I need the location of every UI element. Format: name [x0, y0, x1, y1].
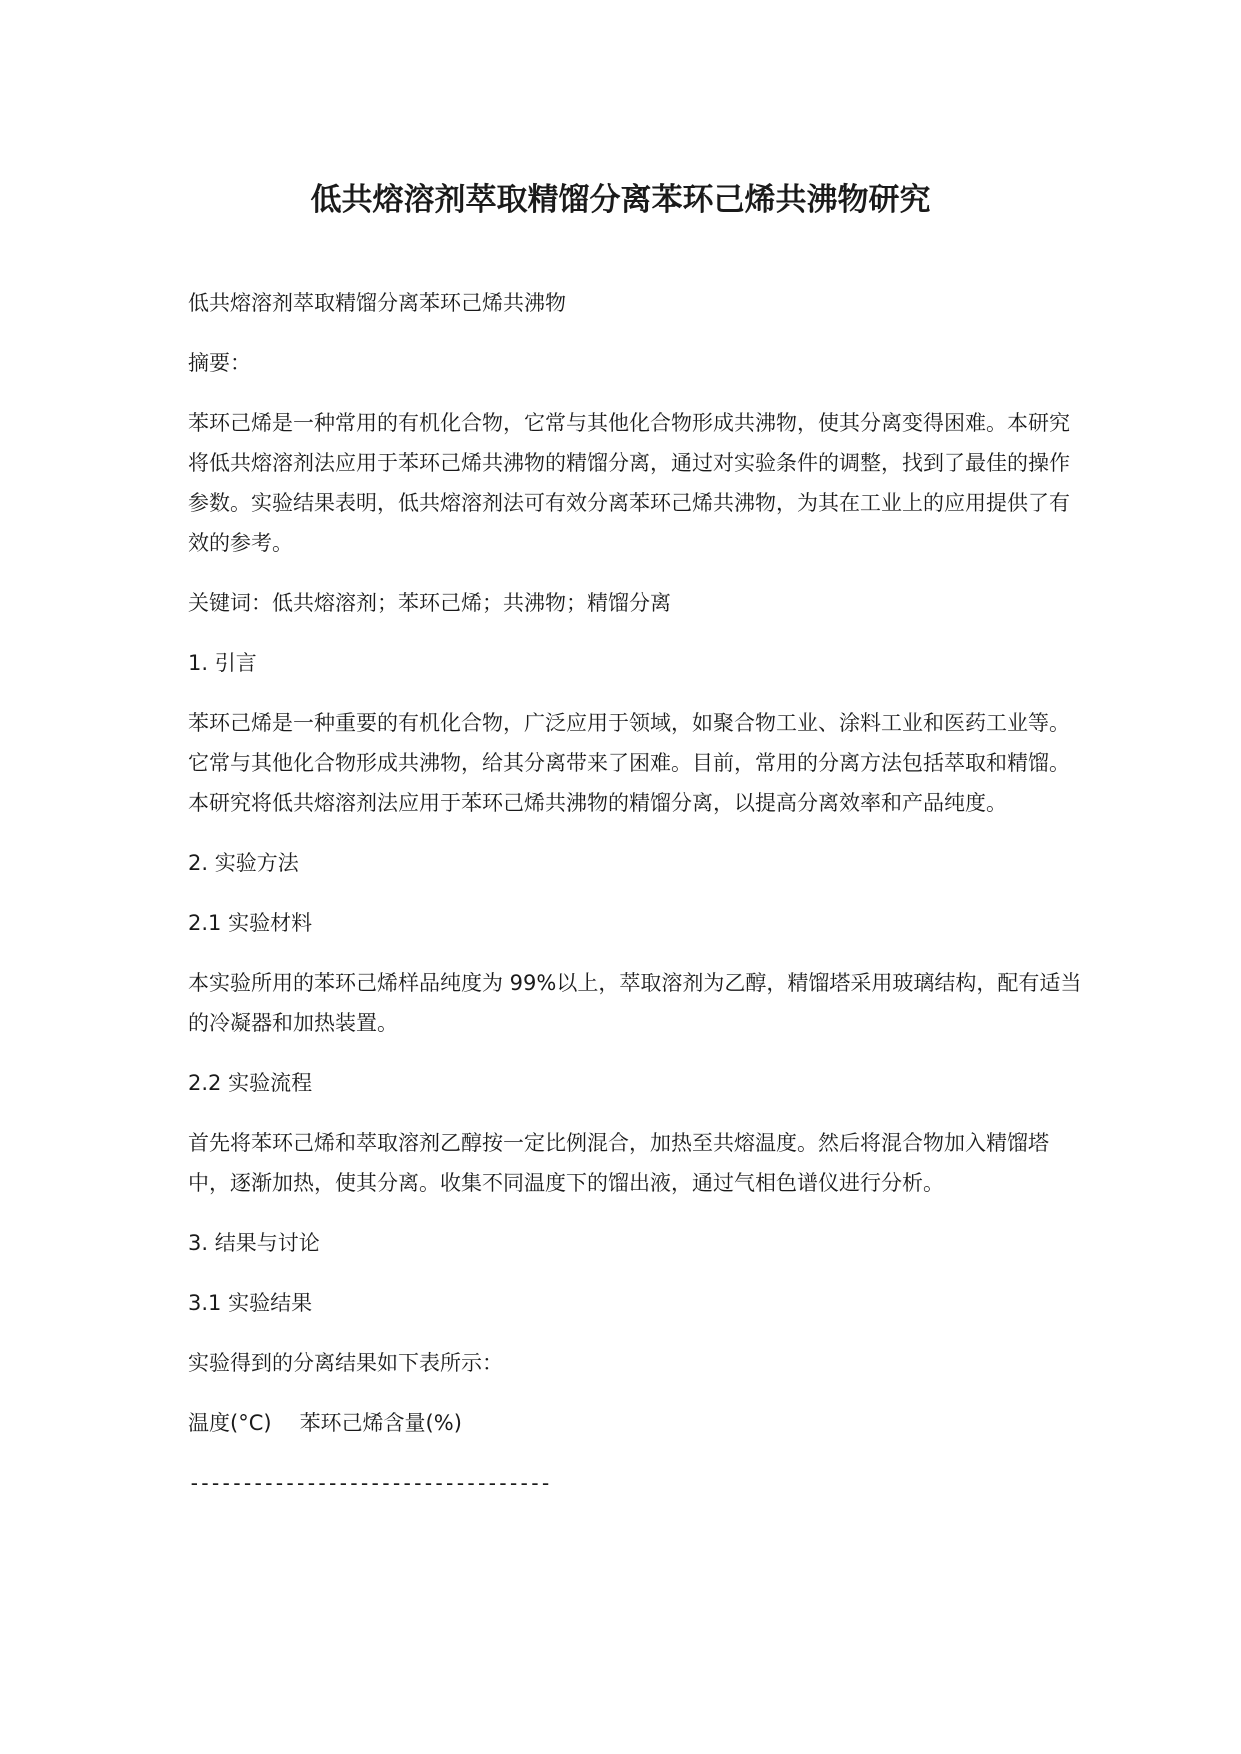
table-header-row	[188, 1403, 1078, 1443]
abstract-label: 摘要：	[188, 351, 251, 375]
section-1-text: 苯环己烯是一种重要的有机化合物，广泛应用于领域，如聚合物工业、涂料工业和医药工业等。它常与其他化合物形成共沸物，给其分离带来了困难。目前，常用的分离方法包括萃取和精馏。本研究将低共熔溶剂法应用于苯环己烯共沸物的精馏分离，以提高分离效率和产品纯度。	[188, 711, 1070, 815]
table-header-content: 苯环己烯含量(%)	[299, 1411, 462, 1435]
document-title: 低共熔溶剂萃取精馏分离苯环己烯共沸物研究	[310, 182, 931, 218]
section-2-heading: 2. 实验方法	[188, 851, 299, 875]
keywords: 关键词：低共熔溶剂；苯环己烯；共沸物；精馏分离	[188, 591, 671, 615]
section-2-1-heading: 2.1 实验材料	[188, 911, 313, 935]
section-1-heading: 1. 引言	[188, 651, 257, 675]
abstract-text: 苯环己烯是一种常用的有机化合物，它常与其他化合物形成共沸物，使其分离变得困难。本研究将低共熔溶剂法应用于苯环己烯共沸物的精馏分离，通过对实验条件的调整，找到了最佳的操作参数。实验结果表明，低共熔溶剂法可有效分离苯环己烯共沸物，为其在工业上的应用提供了有效的参考。	[188, 411, 1070, 555]
subtitle: 低共熔溶剂萃取精馏分离苯环己烯共沸物	[188, 291, 566, 315]
section-2-1-text: 本实验所用的苯环己烯样品纯度为 99%以上，萃取溶剂为乙醇，精馏塔采用玻璃结构，配有适当的冷凝器和加热装置。	[188, 971, 1082, 1035]
section-2-2-text: 首先将苯环己烯和萃取溶剂乙醇按一定比例混合，加热至共熔温度。然后将混合物加入精馏塔中，逐渐加热，使其分离。收集不同温度下的馏出液，通过气相色谱仪进行分析。	[188, 1131, 1049, 1195]
section-2-2-heading: 2.2 实验流程	[188, 1071, 313, 1095]
table-divider: ----------------------------------	[188, 1471, 550, 1495]
section-3-1-text: 实验得到的分离结果如下表所示：	[188, 1351, 503, 1375]
section-3-1-heading: 3.1 实验结果	[188, 1291, 313, 1315]
document-body	[188, 283, 1082, 1503]
table-header-temperature: 温度(°C)	[188, 1411, 272, 1435]
section-3-heading: 3. 结果与讨论	[188, 1231, 320, 1255]
